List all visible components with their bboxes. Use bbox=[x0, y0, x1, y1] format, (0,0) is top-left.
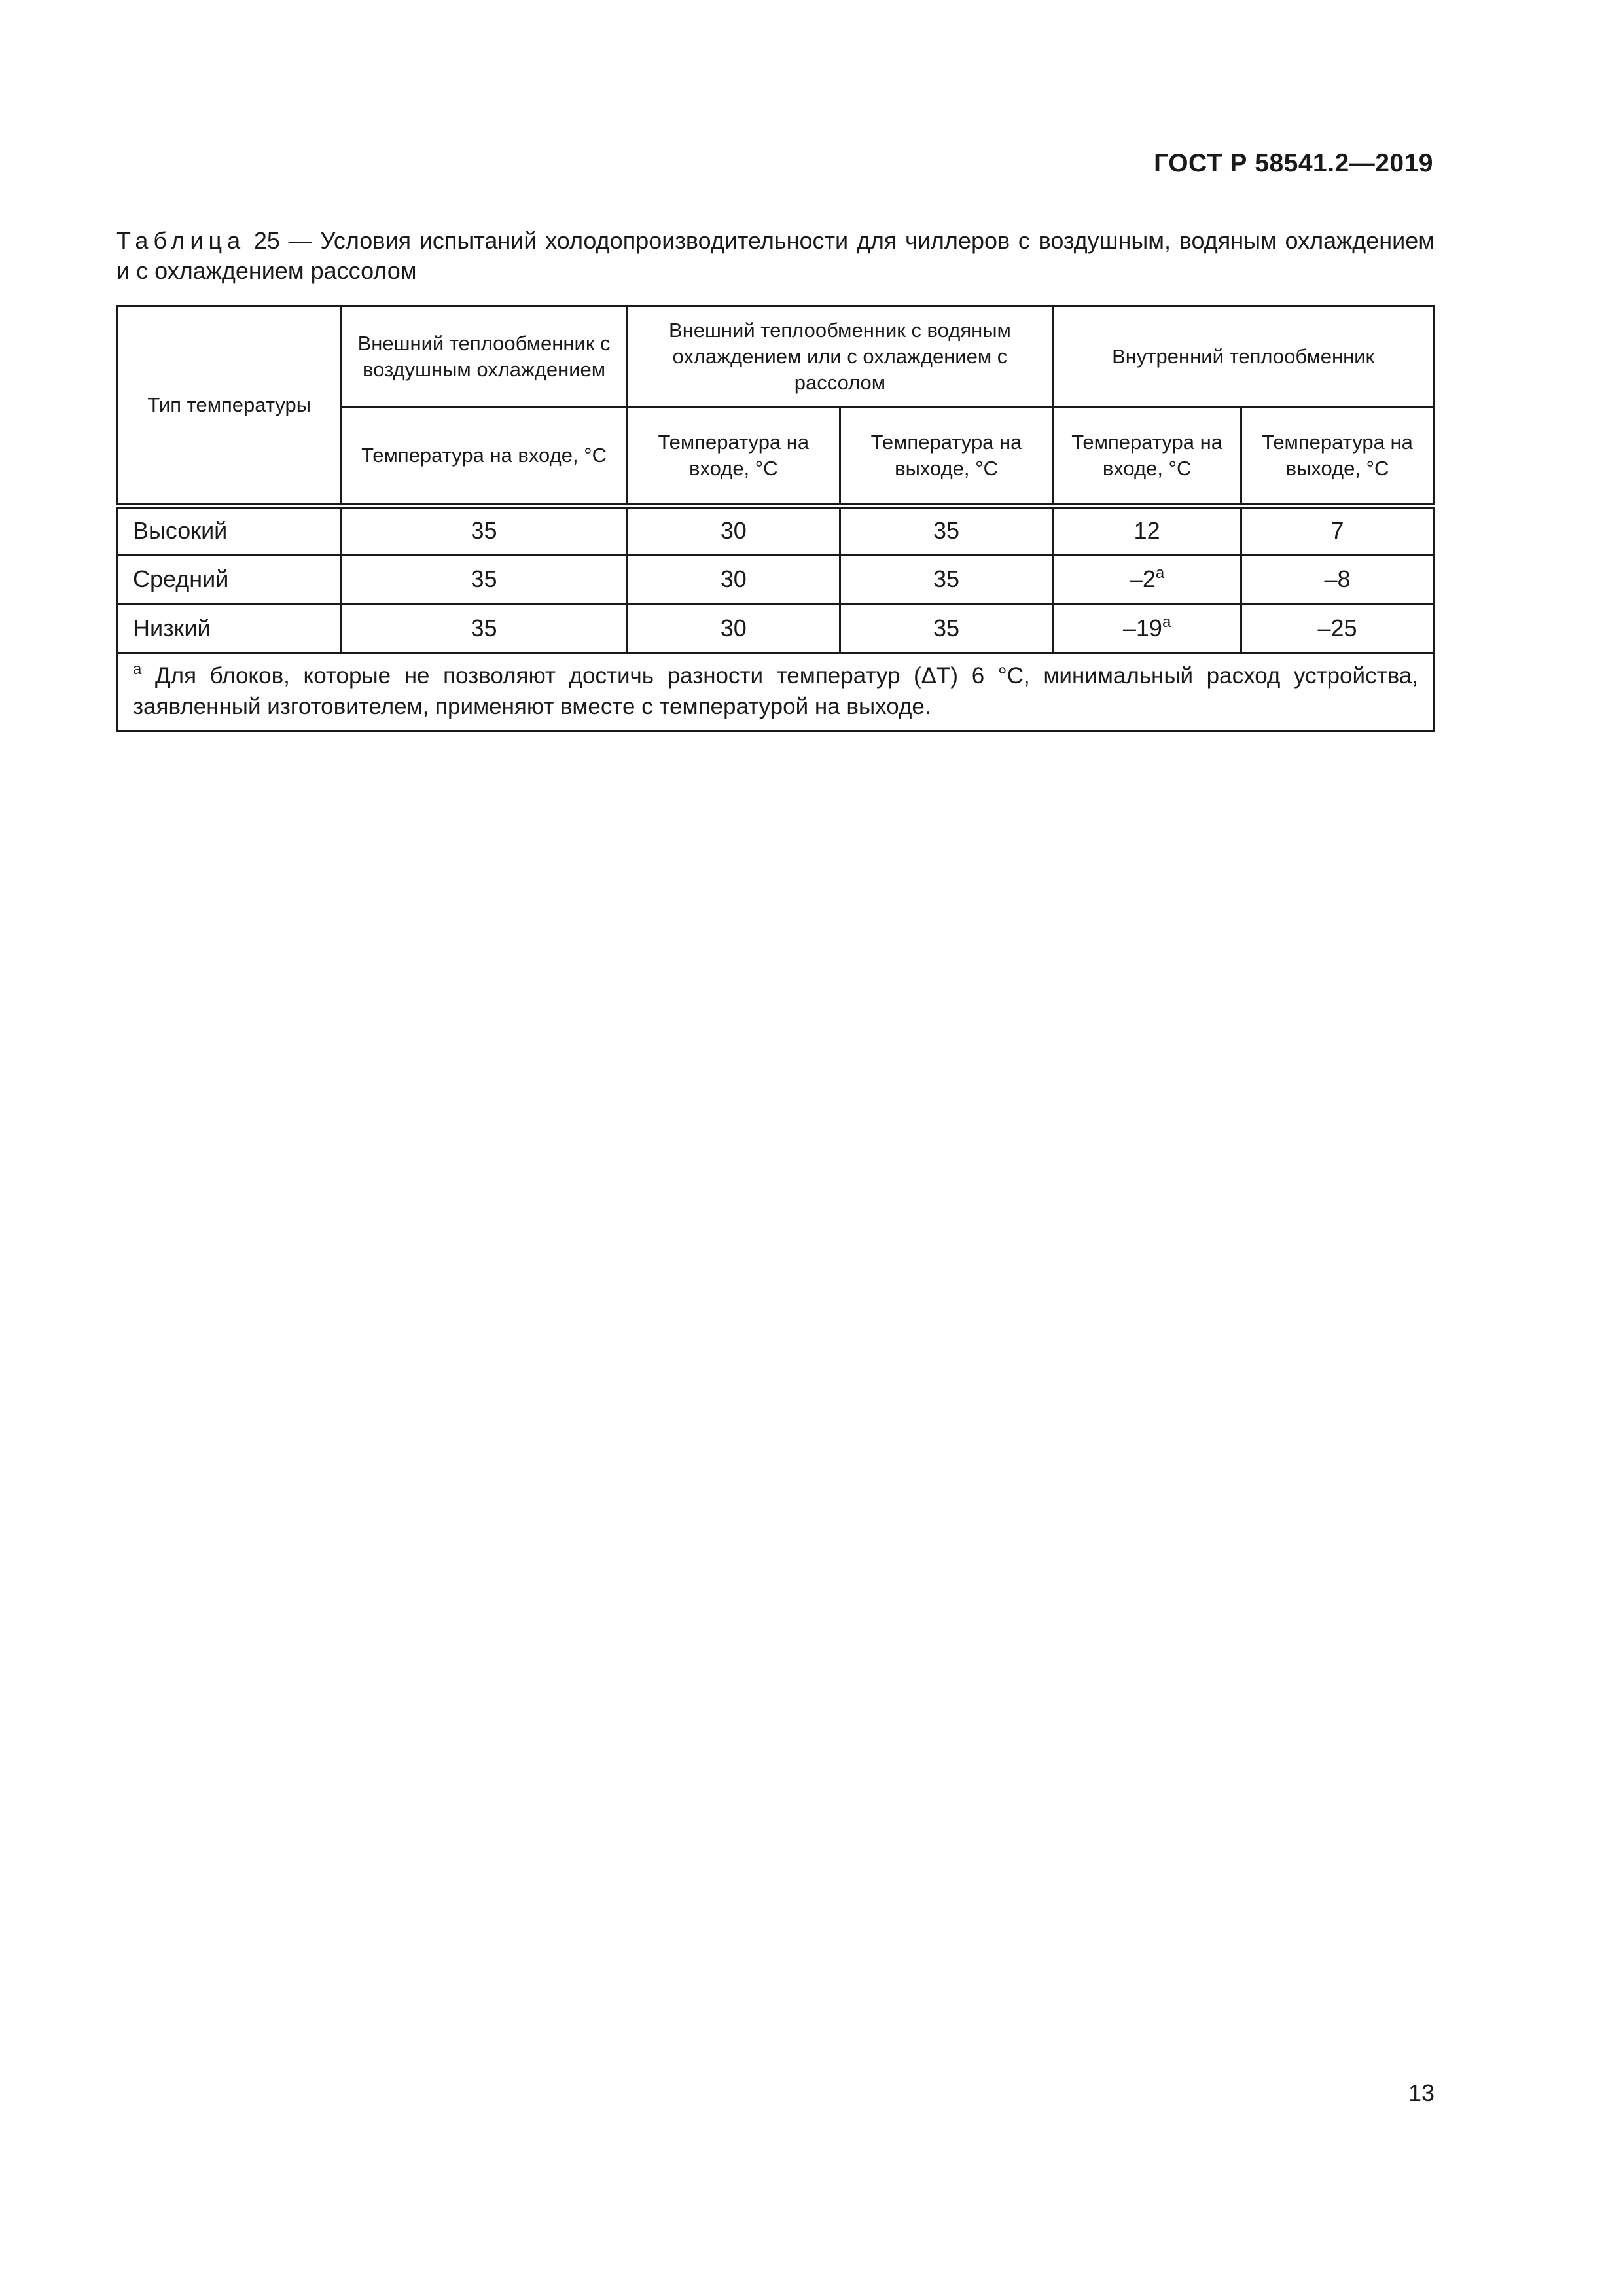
document-code: ГОСТ Р 58541.2—2019 bbox=[1154, 149, 1433, 177]
page-number: 13 bbox=[1408, 2079, 1435, 2106]
test-conditions-table bbox=[116, 305, 1435, 732]
cell-water-outlet: 35 bbox=[840, 506, 1052, 555]
cell-internal-outlet: 7 bbox=[1241, 506, 1434, 555]
table-row bbox=[118, 604, 1434, 653]
footnote-ref: а bbox=[1155, 564, 1165, 582]
row-type: Низкий bbox=[118, 604, 341, 653]
cell-air-inlet: 35 bbox=[341, 506, 627, 555]
footnote-ref: а bbox=[1162, 613, 1171, 631]
row-type: Высокий bbox=[118, 506, 341, 555]
subheader-water-outlet: Температура на выходе, °С bbox=[840, 408, 1052, 506]
table-caption bbox=[116, 226, 1435, 286]
table-footnote bbox=[118, 653, 1434, 731]
cell-internal-inlet bbox=[1053, 506, 1241, 555]
cell-value: –2 bbox=[1129, 565, 1156, 592]
cell-water-inlet: 30 bbox=[627, 604, 840, 653]
cell-internal-outlet: –8 bbox=[1241, 555, 1434, 604]
subheader-internal-outlet: Температура на выходе, °С bbox=[1241, 408, 1434, 506]
footnote-mark: а bbox=[133, 660, 142, 678]
subheader-air-inlet: Температура на входе, °С bbox=[341, 408, 627, 506]
cell-water-inlet: 30 bbox=[627, 555, 840, 604]
cell-air-inlet: 35 bbox=[341, 604, 627, 653]
cell-internal-inlet bbox=[1053, 604, 1241, 653]
cell-internal-inlet bbox=[1053, 555, 1241, 604]
footnote-text: Для блоков, которые не позволяют достичь разности температур (ΔT) 6 °С, минимальный расход устройства, заявленный изготовителем, применяют вместе с температурой на выходе. bbox=[133, 663, 1418, 719]
cell-air-inlet: 35 bbox=[341, 555, 627, 604]
header-external-water: Внешний теплообменник с водяным охлаждением или с охлаждением с рассолом bbox=[627, 306, 1052, 408]
header-temperature-type: Тип температуры bbox=[118, 306, 341, 506]
cell-water-outlet: 35 bbox=[840, 555, 1052, 604]
cell-value: 12 bbox=[1133, 517, 1160, 545]
cell-water-outlet: 35 bbox=[840, 604, 1052, 653]
cell-internal-outlet: –25 bbox=[1241, 604, 1434, 653]
table-row bbox=[118, 555, 1434, 604]
subheader-internal-inlet: Температура на входе, °С bbox=[1053, 408, 1241, 506]
cell-value: –19 bbox=[1122, 615, 1162, 641]
table-caption-text: 25 — Условия испытаний холодопроизводительности для чиллеров с воздушным, водяным охлаждением и с охлаждением рассолом bbox=[116, 227, 1435, 284]
table-caption-label: Таблица bbox=[116, 227, 246, 254]
header-internal: Внутренний теплообменник bbox=[1053, 306, 1434, 408]
header-external-air: Внешний теплообменник с воздушным охлаждением bbox=[341, 306, 627, 408]
table-header-row bbox=[118, 306, 1434, 408]
table-footnote-row bbox=[118, 653, 1434, 731]
row-type: Средний bbox=[118, 555, 341, 604]
subheader-water-inlet: Температура на входе, °С bbox=[627, 408, 840, 506]
cell-water-inlet: 30 bbox=[627, 506, 840, 555]
table-row bbox=[118, 506, 1434, 555]
